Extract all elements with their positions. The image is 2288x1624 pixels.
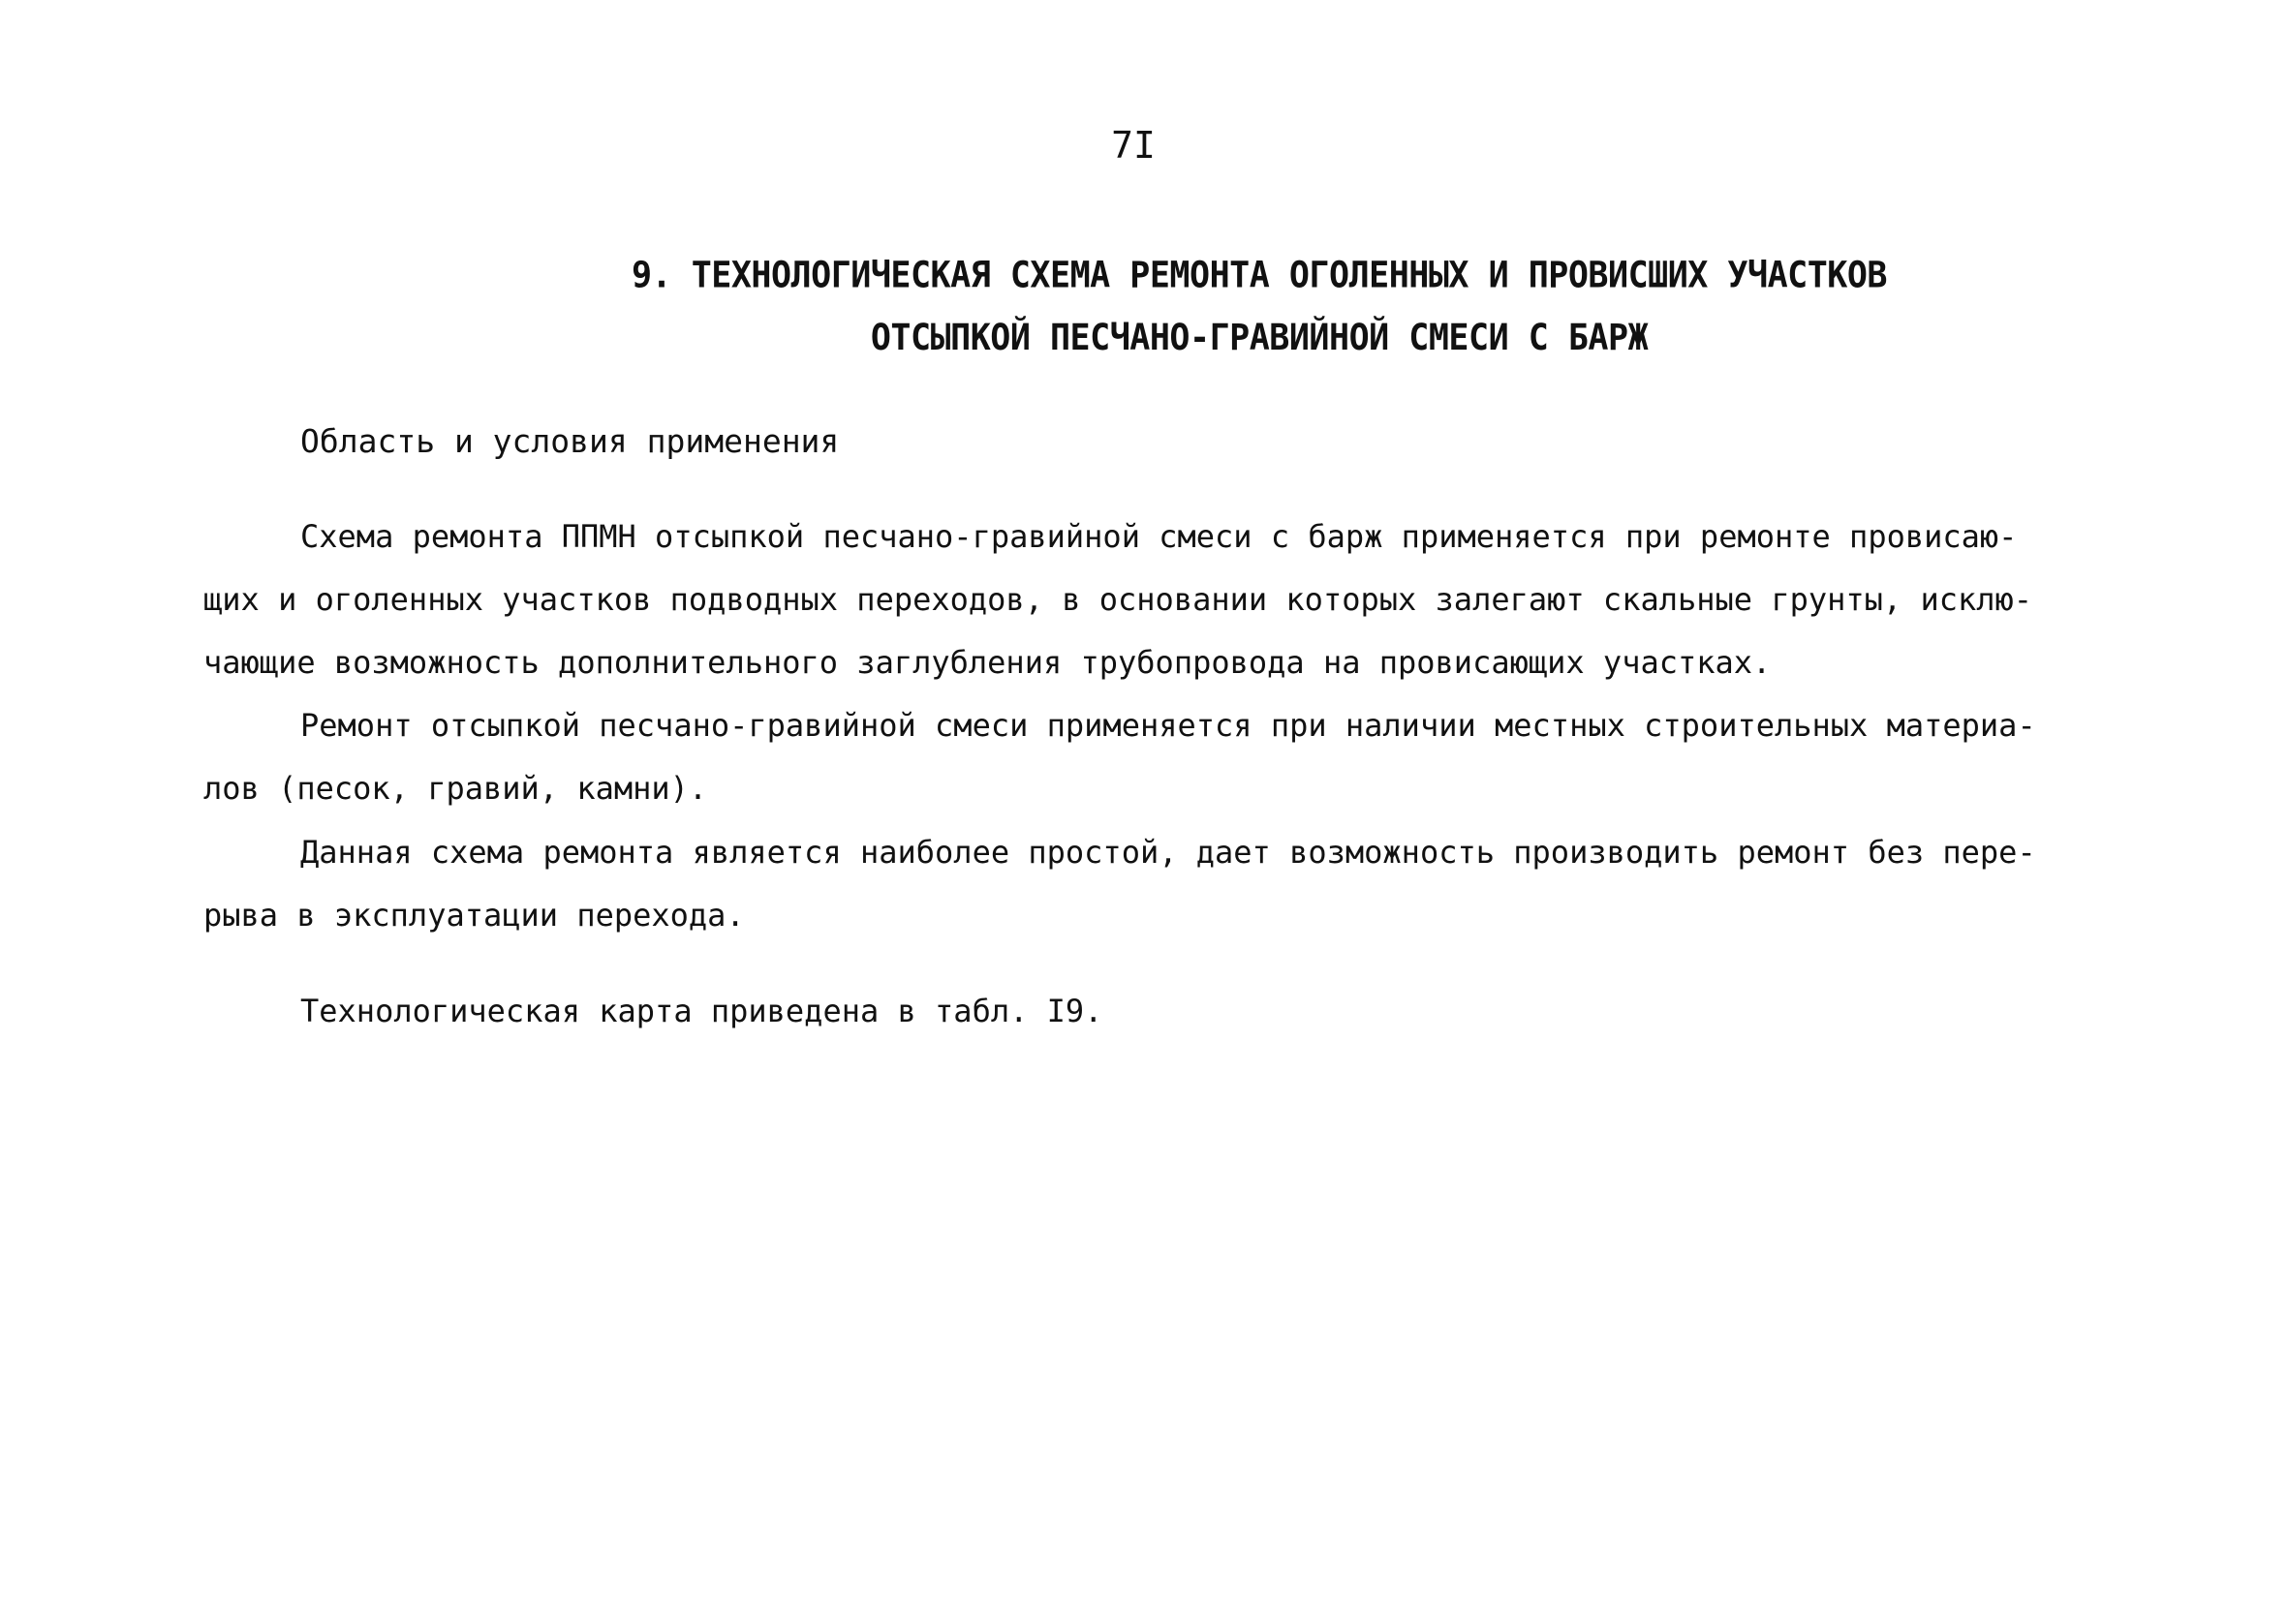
- section-title: [542, 244, 1976, 370]
- paragraph-line: Ремонт отсыпкой песчано-гравийной смеси применяется при наличии местных строительных материа-: [300, 707, 2036, 744]
- paragraph-4: [203, 980, 2102, 1043]
- paragraph-line: чающие возможность дополнительного заглубления трубопровода на провисающих участках.: [203, 644, 1772, 681]
- paragraph-line: Схема ремонта ППМН отсыпкой песчано-гравийной смеси с барж применяется при ремонте провисаю-: [300, 518, 2018, 555]
- page-number: 7I: [1111, 124, 1156, 167]
- paragraph-3: [203, 821, 2102, 947]
- section-title-line-1: 9. ТЕХНОЛОГИЧЕСКАЯ СХЕМА РЕМОНТА ОГОЛЕННЫХ И ПРОВИСШИХ УЧАСТКОВ: [631, 254, 1888, 296]
- paragraph-2: [203, 694, 2102, 820]
- section-heading: Область и условия применения: [300, 422, 840, 460]
- paragraph-line: рыва в эксплуатации перехода.: [203, 897, 745, 934]
- section-title-line-2: ОТСЫПКОЙ ПЕСЧАНО-ГРАВИЙНОЙ СМЕСИ С БАРЖ: [870, 317, 1649, 359]
- paragraph-line: Данная схема ремонта является наиболее простой, дает возможность производить ремонт без пере-: [300, 834, 2036, 871]
- paragraph-line: Технологическая карта приведена в табл. I9.: [300, 993, 1103, 1029]
- paragraph-line: щих и оголенных участков подводных переходов, в основании которых залегают скальные грунты, исклю-: [203, 581, 2033, 618]
- paragraph-line: лов (песок, гравий, камни).: [203, 770, 708, 807]
- paragraph-1: [203, 506, 2102, 694]
